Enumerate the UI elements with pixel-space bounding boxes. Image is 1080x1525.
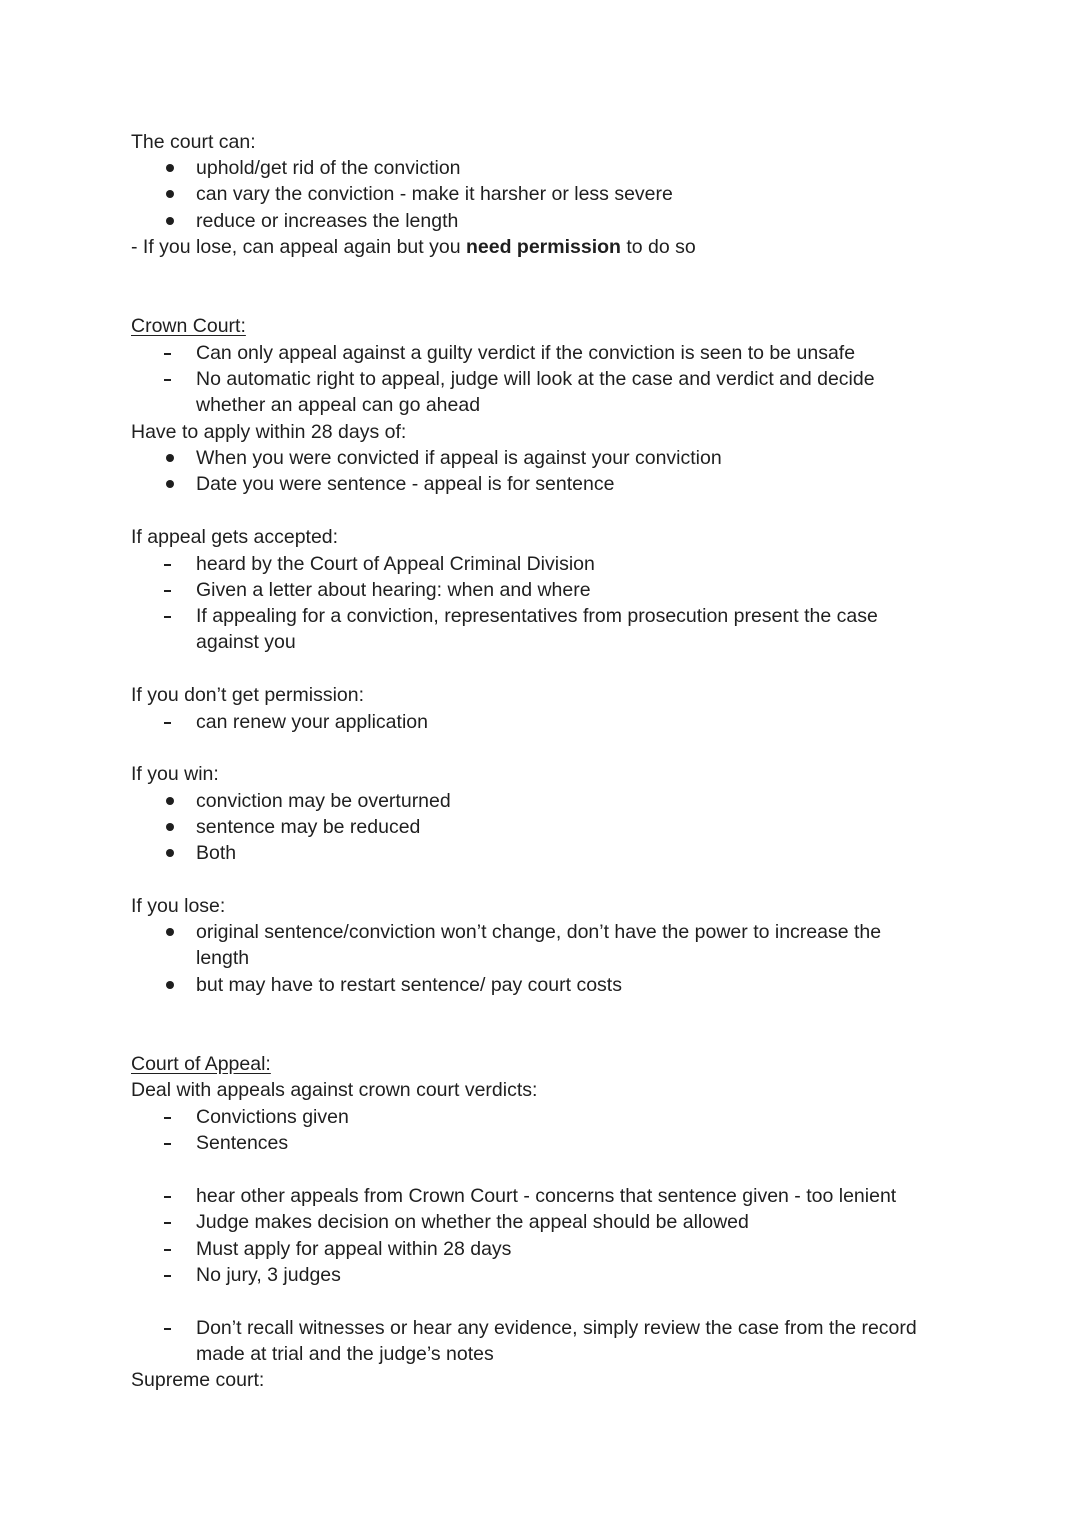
- dash-icon: [164, 353, 171, 355]
- deal-heading: Deal with appeals against crown court verdicts:: [131, 1079, 538, 1101]
- bullet-icon: [166, 164, 174, 172]
- court-can-heading: The court can:: [131, 131, 256, 153]
- list-item: If appealing for a conviction, representatives from prosecution present the case: [196, 605, 878, 627]
- apply-heading: Have to apply within 28 days of:: [131, 421, 407, 443]
- dash-icon: [164, 1222, 171, 1224]
- bullet-icon: [166, 480, 174, 488]
- lose-note: - If you lose, can appeal again but you need permission to do so: [131, 236, 696, 258]
- accepted-heading: If appeal gets accepted:: [131, 526, 339, 548]
- lose-heading: If you lose:: [131, 895, 226, 917]
- list-item: No automatic right to appeal, judge will look at the case and verdict and decide: [196, 368, 875, 390]
- dash-icon: [164, 590, 171, 592]
- list-item: conviction may be overturned: [196, 790, 451, 812]
- bullet-icon: [166, 190, 174, 198]
- list-item: No jury, 3 judges: [196, 1264, 341, 1286]
- bullet-icon: [166, 849, 174, 857]
- list-item: Can only appeal against a guilty verdict if the conviction is seen to be unsafe: [196, 342, 856, 364]
- list-item: can vary the conviction - make it harsher or less severe: [196, 183, 673, 205]
- bullet-icon: [166, 797, 174, 805]
- list-item: Sentences: [196, 1132, 289, 1154]
- dash-icon: [164, 379, 171, 381]
- list-item: When you were convicted if appeal is against your conviction: [196, 447, 722, 469]
- list-item-continuation: against you: [196, 631, 296, 653]
- list-item: Must apply for appeal within 28 days: [196, 1238, 512, 1260]
- bullet-icon: [166, 454, 174, 462]
- dash-icon: [164, 1249, 171, 1251]
- supreme-court-heading: Supreme court:: [131, 1369, 265, 1391]
- court-of-appeal-heading: Court of Appeal:: [131, 1053, 271, 1075]
- dash-icon: [164, 1196, 171, 1198]
- list-item: uphold/get rid of the conviction: [196, 157, 461, 179]
- list-item: Don’t recall witnesses or hear any evidence, simply review the case from the record: [196, 1317, 917, 1339]
- list-item: Both: [196, 842, 237, 864]
- crown-court-heading: Crown Court:: [131, 315, 246, 337]
- bullet-icon: [166, 823, 174, 831]
- list-item: hear other appeals from Crown Court - concerns that sentence given - too lenient: [196, 1185, 897, 1207]
- bullet-icon: [166, 928, 174, 936]
- list-item: Convictions given: [196, 1106, 349, 1128]
- list-item: Date you were sentence - appeal is for sentence: [196, 473, 615, 495]
- win-heading: If you win:: [131, 763, 219, 785]
- list-item: can renew your application: [196, 711, 428, 733]
- bullet-icon: [166, 981, 174, 989]
- dash-icon: [164, 616, 171, 618]
- list-item: but may have to restart sentence/ pay court costs: [196, 974, 622, 996]
- dash-icon: [164, 564, 171, 566]
- list-item-continuation: length: [196, 947, 250, 969]
- bullet-icon: [166, 217, 174, 225]
- list-item-continuation: made at trial and the judge’s notes: [196, 1343, 494, 1365]
- list-item: reduce or increases the length: [196, 210, 459, 232]
- list-item: Given a letter about hearing: when and where: [196, 579, 591, 601]
- list-item: original sentence/conviction won’t change, don’t have the power to increase the: [196, 921, 882, 943]
- dash-icon: [164, 1143, 171, 1145]
- dash-icon: [164, 722, 171, 724]
- list-item: Judge makes decision on whether the appeal should be allowed: [196, 1211, 749, 1233]
- no-permission-heading: If you don’t get permission:: [131, 684, 365, 706]
- dash-icon: [164, 1275, 171, 1277]
- list-item: sentence may be reduced: [196, 816, 421, 838]
- dash-icon: [164, 1117, 171, 1119]
- list-item: heard by the Court of Appeal Criminal Division: [196, 553, 595, 575]
- list-item-continuation: whether an appeal can go ahead: [196, 394, 481, 416]
- dash-icon: [164, 1328, 171, 1330]
